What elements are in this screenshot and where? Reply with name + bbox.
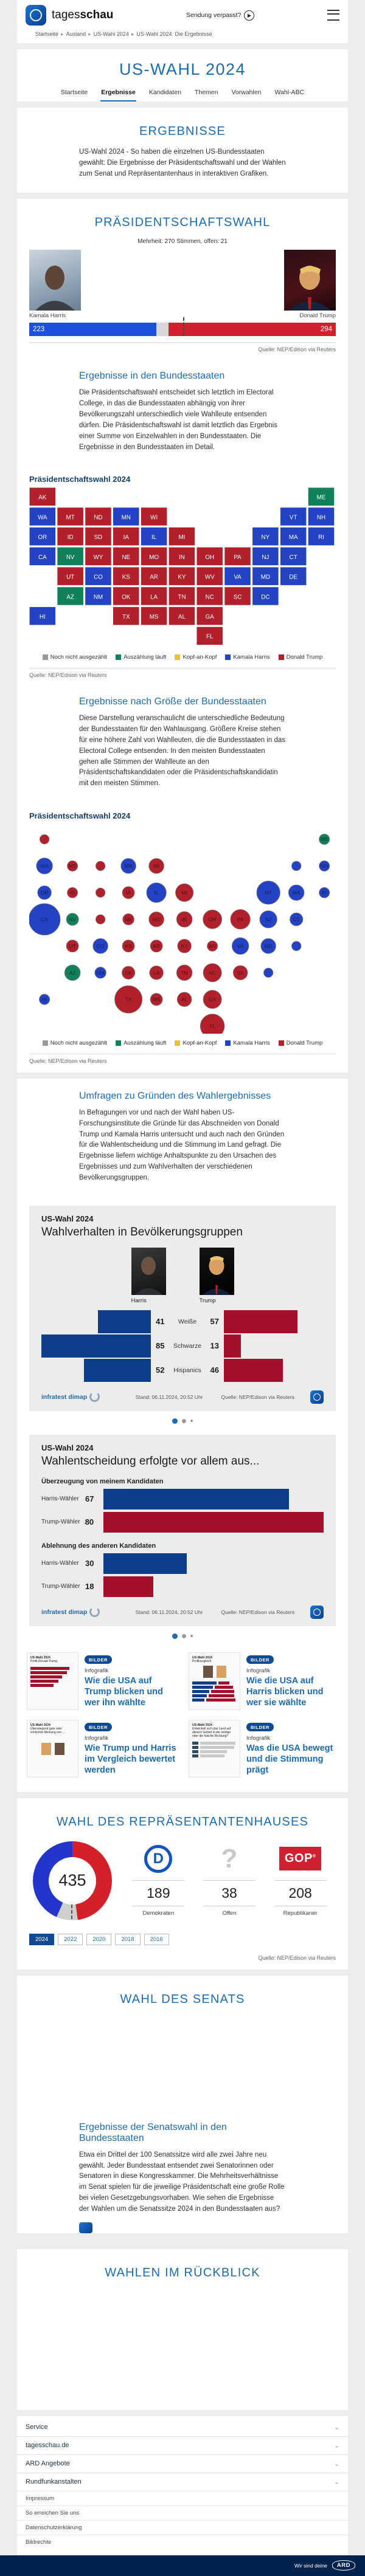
page-footer — [17, 2416, 348, 2555]
svg-text:KY: KY — [178, 574, 186, 581]
open-seats-icon: ? — [221, 1843, 238, 1874]
footer-accordion-tagesschau-de[interactable]: tagesschau.de ⌄ — [17, 2436, 348, 2454]
retro-embed-placeholder — [17, 2289, 348, 2410]
svg-text:CA: CA — [38, 554, 47, 562]
year-tab-2024[interactable]: 2024 — [29, 1934, 54, 1945]
breadcrumb-separator-icon: ▸ — [131, 31, 134, 37]
svg-text:NH: NH — [321, 863, 328, 870]
svg-text:MA: MA — [292, 890, 301, 896]
svg-text:CA: CA — [41, 916, 48, 922]
legend-item: Kamala Harris — [225, 1040, 269, 1046]
svg-text:IA: IA — [123, 534, 129, 541]
year-tab-2020[interactable]: 2020 — [86, 1934, 111, 1945]
footer-link[interactable]: Bildrechte — [17, 2535, 348, 2549]
page-title: US-WAHL 2024 — [119, 60, 246, 78]
svg-text:PA: PA — [234, 554, 242, 562]
footer-accordion-rundfunkanstalten[interactable]: Rundfunkanstalten ⌄ — [17, 2473, 348, 2491]
chart-stand: Stand: 06.11.2024, 20:52 Uhr — [135, 1393, 203, 1400]
party-seats: 208 — [274, 1880, 327, 1906]
ard-logo[interactable]: ARD — [332, 2560, 355, 2571]
svg-text:MT: MT — [66, 514, 75, 521]
svg-text:UT: UT — [66, 574, 75, 581]
svg-text:ID: ID — [69, 890, 75, 896]
donut-majority-marker — [71, 1905, 72, 1919]
tab-wahl-abc[interactable]: Wahl-ABC — [274, 89, 305, 96]
svg-text:NY: NY — [261, 534, 270, 541]
decision-group-label: Überzeugung von meinem Kandidaten — [41, 1477, 164, 1485]
senate-heading: WAHL DES SENATS — [120, 1992, 245, 2006]
retro-heading: WAHLEN IM RÜCKBLICK — [105, 2265, 260, 2279]
svg-text:AR: AR — [150, 574, 158, 581]
demographics-bars — [41, 1310, 324, 1382]
svg-text:MI: MI — [178, 534, 186, 541]
carousel-dots[interactable] — [17, 1411, 348, 1426]
teaser-kicker: Infografik — [246, 1667, 271, 1674]
svg-text:NJ: NJ — [265, 916, 272, 922]
teaser-title[interactable]: Was die USA bewegt und die Stimmung prägt — [246, 1743, 333, 1775]
svg-text:KY: KY — [181, 943, 188, 949]
svg-text:NJ: NJ — [262, 554, 269, 562]
chart-source: Quelle: NEP/Edison via Reuters — [221, 1393, 294, 1400]
svg-text:MN: MN — [121, 514, 131, 521]
legend-item: Auszählung läuft — [116, 1040, 166, 1046]
hero-tab-bar — [23, 86, 342, 101]
svg-text:UT: UT — [69, 943, 76, 949]
polls-subheading[interactable]: Umfragen zu Gründen des Wahlergebnisses — [79, 1091, 271, 1102]
svg-text:CO: CO — [96, 943, 105, 949]
footer-link[interactable]: So erreichen Sie uns — [17, 2506, 348, 2520]
teaser-thumbnail: US-Wahl 2024 Entwickelt sich das Land auf diesem Gebiet in die richtige oder die falsche Richtung? — [189, 1720, 240, 1777]
year-tab-2018[interactable]: 2018 — [115, 1934, 140, 1945]
legend-item: Kamala Harris — [225, 654, 269, 661]
svg-text:AL: AL — [181, 996, 188, 1003]
svg-text:SD: SD — [94, 534, 103, 541]
svg-text:NV: NV — [66, 554, 75, 562]
ev-segment — [156, 323, 169, 336]
gop-logo: GOP® — [279, 1847, 322, 1870]
legend-item: Donald Trump — [279, 1040, 323, 1046]
svg-text:DC: DC — [261, 594, 270, 601]
results-intro-section — [17, 108, 348, 193]
legend-item: Noch nicht ausgezählt — [43, 1040, 107, 1046]
trump-ev-value: 294 — [320, 326, 332, 334]
breadcrumb-separator-icon: ▸ — [61, 31, 64, 37]
breadcrumb-item[interactable]: US-Wahl 2024: Die Ergebnisse — [136, 31, 212, 37]
size-text: Diese Darstellung veranschaulicht die unterschiedliche Bedeutung der Bundesstaaten für den Wahlausgang. Größere Kreise stehen für eine höhere Zahl von Wahlleuten, die die Bundesstaaten in das Electoral College entsenden. In den meisten Bundesstaaten gehen alle Stimmen der Wahlleute an den Präsidentschaftskandidaten oder die Präsidentschaftskandidatin mit den meisten Stimmen. — [79, 715, 286, 788]
senate-subheading[interactable]: Ergebnisse der Senatswahl in den Bundesstaaten — [79, 2121, 227, 2143]
svg-text:FL: FL — [209, 1023, 216, 1029]
svg-text:MO: MO — [152, 916, 161, 922]
decision-group-label: Ablehnung des anderen Kandidaten — [41, 1542, 156, 1550]
majority-marker — [183, 317, 184, 336]
house-source-line: Quelle: NEP/Edison via Reuters — [258, 1954, 336, 1961]
breadcrumb-separator-icon: ▸ — [88, 31, 91, 37]
teaser-kicker: Infografik — [85, 1667, 109, 1674]
svg-text:IA: IA — [126, 890, 131, 896]
house-donut-chart[interactable] — [33, 1841, 112, 1920]
teaser-card[interactable] — [27, 1652, 176, 1710]
polls-section — [17, 1079, 348, 1792]
tab-vorwahlen[interactable]: Vorwahlen — [231, 89, 262, 96]
bubble-map-legend — [17, 1034, 348, 1048]
carousel-dots[interactable] — [17, 1626, 348, 1641]
svg-text:NY: NY — [265, 890, 272, 896]
chevron-down-icon: ⌄ — [333, 2461, 339, 2467]
svg-text:OK: OK — [122, 594, 131, 601]
harris-caption: Kamala Harris — [29, 312, 66, 320]
legend-item: Noch nicht ausgezählt — [43, 654, 107, 661]
donald-trump-photo — [284, 250, 336, 311]
party-seats: 38 — [203, 1880, 255, 1906]
svg-text:PA: PA — [237, 916, 244, 922]
teaser-kicker: Infografik — [246, 1734, 271, 1742]
state-bubble-map[interactable] — [29, 824, 336, 1034]
year-tab-bar — [17, 1920, 348, 1945]
majority-note: Mehrheit: 270 Stimmen, offen: 21 — [137, 238, 228, 246]
teaser-thumbnail: US-Wahl 2024 Profilvergleich — [189, 1652, 240, 1710]
map-title: Präsidentschaftswahl 2024 — [29, 475, 131, 484]
demographics-chart-card — [29, 1206, 336, 1411]
hero-section — [17, 49, 348, 101]
teaser-card[interactable] — [189, 1720, 338, 1777]
svg-text:MN: MN — [124, 863, 133, 870]
svg-text:TN: TN — [178, 594, 186, 601]
senate-text: Etwa ein Drittel der 100 Senatssitze wird alle zwei Jahre neu gewählt. Jeder Bundesstaat entsendet zwei Senatorinnen oder Senatoren in diese Kongresskammer. Die Mehrheitsverhältnisse im Senat spielen für die jeweilige Präsidentschaft eine große Rolle bei vielen Gesetzgebungsvorhaben. Wie sehen die Ergebnisse der Wahlen um die Senatssitze 2024 in den Bundesstaaten aus? — [79, 2151, 285, 2213]
kamala-harris-photo — [29, 250, 81, 311]
breadcrumb-item[interactable]: Ausland — [66, 31, 86, 37]
party-stat — [132, 1841, 184, 1917]
decision-chart-card — [29, 1435, 336, 1626]
footer-links — [17, 2491, 348, 2549]
candidate-harris — [29, 250, 81, 319]
svg-text:MT: MT — [69, 863, 77, 870]
svg-text:CO: CO — [94, 574, 103, 581]
infratest-dimap-logo: infratest dimap — [41, 1607, 100, 1617]
svg-text:VT: VT — [289, 514, 297, 521]
chevron-down-icon: ⌄ — [333, 2442, 339, 2449]
svg-text:OK: OK — [125, 969, 133, 976]
svg-text:TX: TX — [122, 614, 130, 621]
tab-ergebnisse[interactable]: Ergebnisse — [100, 86, 136, 101]
svg-text:DE: DE — [289, 574, 297, 581]
teaser-title[interactable]: Wie Trump und Harris im Vergleich bewertet werden — [85, 1743, 176, 1775]
svg-text:LA: LA — [153, 969, 160, 976]
svg-text:NC: NC — [205, 594, 214, 601]
candidate-trump — [284, 250, 336, 319]
decision-bars — [41, 1478, 324, 1597]
svg-text:HI: HI — [39, 614, 46, 621]
svg-text:ME: ME — [320, 836, 328, 843]
footer-accordion-ard-angebote[interactable]: ARD Angebote ⌄ — [17, 2454, 348, 2473]
house-section — [17, 1798, 348, 1970]
chart-title: Wahlentscheidung erfolgte vor allem aus... — [41, 1454, 260, 1468]
party-stat — [203, 1841, 255, 1917]
breadcrumb-item[interactable]: US-Wahl 2024 — [93, 31, 129, 37]
svg-text:CT: CT — [289, 554, 297, 562]
map-legend — [17, 648, 348, 662]
demographics-row: 52 Hispanics 46 — [41, 1359, 324, 1382]
svg-text:RI: RI — [321, 890, 327, 896]
ard-claim: Wir sind deine — [294, 2562, 327, 2569]
party-name: Republikaner — [283, 1909, 318, 1917]
svg-text:NH: NH — [316, 514, 326, 521]
bilder-badge: BILDER — [246, 1655, 274, 1664]
presidential-section — [17, 199, 348, 1073]
svg-text:ID: ID — [67, 534, 74, 541]
electoral-vote-bar[interactable] — [29, 323, 336, 336]
tagesschau-logo-icon[interactable] — [26, 5, 46, 26]
svg-text:AZ: AZ — [66, 594, 74, 601]
ard-bottom-bar — [0, 2555, 365, 2576]
bilder-badge: BILDER — [85, 1655, 112, 1664]
svg-text:SC: SC — [233, 594, 242, 601]
missed-show-link[interactable]: Sendung verpasst? ▶ — [186, 10, 254, 21]
svg-text:TN: TN — [181, 969, 188, 976]
year-tab-2016[interactable]: 2016 — [144, 1934, 169, 1945]
teaser-card[interactable] — [27, 1720, 176, 1777]
svg-text:HI: HI — [41, 996, 47, 1003]
teaser-title[interactable]: Wie die USA auf Harris blicken und wer sie wählte — [246, 1675, 324, 1708]
breadcrumb-item[interactable]: Startseite — [35, 31, 59, 37]
presidential-heading: PRÄSIDENTSCHAFTSWAHL — [94, 216, 271, 230]
svg-text:MD: MD — [260, 574, 270, 581]
svg-text:MD: MD — [264, 943, 273, 949]
svg-text:ND: ND — [94, 514, 103, 521]
tagesschau-mini-logo — [310, 1606, 324, 1619]
party-seats: 189 — [132, 1880, 184, 1906]
house-total: 435 — [58, 1871, 86, 1890]
demographics-row: 85 Schwarze 13 — [41, 1334, 324, 1358]
party-stat — [274, 1841, 327, 1917]
demographics-row: 41 Weiße 57 — [41, 1310, 324, 1333]
teaser-card[interactable] — [189, 1652, 338, 1710]
bubble-source-line: Quelle: NEP/Edison via Reuters — [29, 1054, 336, 1073]
svg-text:WA: WA — [38, 514, 47, 521]
decision-row: Trump-Wähler 18 — [41, 1576, 324, 1597]
svg-text:AL: AL — [178, 614, 186, 621]
party-name: Demokraten — [142, 1909, 175, 1917]
chart-stand: Stand: 06.11.2024, 20:52 Uhr — [135, 1609, 203, 1615]
svg-text:WY: WY — [93, 554, 103, 562]
brand-wordmark[interactable]: tagesschau — [52, 9, 114, 21]
bubble-map-title: Präsidentschaftswahl 2024 — [29, 811, 131, 820]
svg-text:RI: RI — [318, 534, 324, 541]
svg-text:MS: MS — [152, 996, 161, 1003]
svg-text:NV: NV — [69, 916, 76, 922]
democrats-logo: D — [144, 1845, 172, 1873]
svg-text:VA: VA — [234, 574, 242, 581]
size-subheading[interactable]: Ergebnisse nach Größe der Bundesstaaten — [79, 696, 266, 707]
breadcrumb — [26, 26, 339, 43]
year-tab-2022[interactable]: 2022 — [58, 1934, 83, 1945]
svg-text:MA: MA — [288, 534, 298, 541]
svg-text:NM: NM — [96, 969, 105, 976]
svg-text:OH: OH — [205, 554, 215, 562]
decision-row: Harris-Wähler 30 — [41, 1553, 324, 1574]
svg-text:WI: WI — [153, 863, 160, 870]
senate-section — [17, 1976, 348, 2233]
map-source-line: Quelle: NEP/Edison via Reuters — [29, 668, 336, 687]
svg-text:VA: VA — [237, 943, 244, 949]
teaser-grid — [17, 1641, 348, 1792]
svg-text:WV: WV — [208, 943, 217, 949]
chart-kicker: US-Wahl 2024 — [41, 1214, 94, 1223]
state-results-map[interactable] — [29, 487, 336, 648]
svg-text:IL: IL — [154, 890, 159, 896]
house-heading: WAHL DES REPRÄSENTANTENHAUSES — [56, 1815, 309, 1829]
svg-text:MO: MO — [149, 554, 159, 562]
chart-title: Wahlverhalten in Bevölkerungsgruppen — [41, 1225, 243, 1238]
svg-text:KS: KS — [125, 943, 132, 949]
legend-item: Kopf-an-Kopf — [175, 654, 217, 661]
svg-text:WV: WV — [204, 574, 215, 581]
play-icon[interactable]: ▶ — [244, 10, 254, 21]
tab-startseite[interactable]: Startseite — [60, 89, 88, 96]
retro-section — [17, 2249, 348, 2410]
party-stats — [123, 1841, 336, 1917]
svg-text:KS: KS — [122, 574, 130, 581]
results-heading: ERGEBNISSE — [139, 125, 226, 138]
hamburger-menu-icon[interactable] — [327, 10, 339, 21]
svg-text:TX: TX — [125, 996, 132, 1003]
tab-kandidaten[interactable]: Kandidaten — [148, 89, 181, 96]
svg-text:AR: AR — [153, 943, 160, 949]
svg-text:GA: GA — [209, 996, 217, 1003]
svg-text:LA: LA — [150, 594, 158, 601]
svg-text:IN: IN — [181, 916, 187, 922]
svg-text:OH: OH — [208, 916, 217, 922]
svg-text:NE: NE — [122, 554, 131, 562]
results-intro-text: US-Wahl 2024 - So haben die einzelnen US-Bundesstaaten gewählt: Die Ergebnisse der Präsidentschaftswahl und der Wahlen zum Senat und Repräsentantenhaus in interaktiven Grafiken. — [79, 148, 286, 177]
footer-accordion — [17, 2419, 348, 2491]
senate-embed-placeholder — [17, 2015, 348, 2112]
decision-row: Trump-Wähler 80 — [41, 1512, 324, 1533]
svg-text:CT: CT — [293, 916, 300, 922]
party-name: Offen — [222, 1909, 237, 1917]
svg-text:IL: IL — [151, 534, 157, 541]
harris-chart-photo: Harris — [131, 1248, 166, 1304]
bilder-badge: BILDER — [85, 1723, 112, 1731]
states-text: Die Präsidentschaftswahl entscheidet sich letztlich im Electoral College, in das die Bundesstaaten abhängig von ihrer Bevölkerungszahl unterschiedlich viele Wahlleute entsenden dürfen. Die Präsidentschaftswahl ist damit letztlich das Ergebnis einer Summe von Einzelwahlen in den Bundesstaaten. Die Ergebnisse in den Bundesstaaten im Detail. — [79, 389, 277, 451]
site-header — [17, 0, 348, 43]
chevron-down-icon: ⌄ — [333, 2479, 339, 2485]
svg-text:MI: MI — [181, 890, 187, 896]
teaser-title[interactable]: Wie die USA auf Trump blicken und wer ihn wählte — [85, 1675, 163, 1708]
footer-accordion-service[interactable]: Service ⌄ — [26, 2423, 339, 2431]
chart-kicker: US-Wahl 2024 — [41, 1443, 94, 1452]
legend-item: Auszählung läuft — [116, 654, 166, 661]
footer-link[interactable]: Datenschutzerklärung — [17, 2520, 348, 2535]
harris-ev-value: 223 — [33, 326, 45, 334]
ev-segment — [169, 323, 336, 336]
source-line: Quelle: NEP/Edison via Reuters — [29, 342, 336, 361]
chevron-down-icon: ⌄ — [333, 2424, 339, 2431]
svg-text:NE: NE — [125, 916, 132, 922]
trump-caption: Donald Trump — [299, 312, 336, 320]
svg-text:SC: SC — [237, 969, 244, 976]
decision-row: Harris-Wähler 67 — [41, 1489, 324, 1510]
ev-segment — [29, 323, 156, 336]
svg-text:AZ: AZ — [69, 969, 76, 976]
polls-text: In Befragungen vor und nach der Wahl haben US-Forschungsinstitute die Gründe für das Abschneiden von Donald Trump und Kamala Harris untersucht und auch nach den Gründen für die Wahlentscheidung und die Stimmung im Land gefragt. Die Ergebnisse liefern wichtige Anhaltspunkte zu den Ursachen des Ergebnisses und zum Wahlverhalten der verschiedenen Bevölkerungsgruppen. — [79, 1109, 285, 1181]
svg-text:ME: ME — [316, 494, 326, 501]
legend-item: Kopf-an-Kopf — [175, 1040, 217, 1046]
infratest-dimap-logo: infratest dimap — [41, 1392, 100, 1402]
states-subheading[interactable]: Ergebnisse in den Bundesstaaten — [79, 371, 225, 382]
footer-link[interactable]: Impressum — [17, 2491, 348, 2506]
svg-text:NC: NC — [209, 969, 217, 976]
trump-chart-photo: Trump — [200, 1248, 234, 1304]
svg-text:FL: FL — [206, 634, 214, 641]
svg-text:WI: WI — [150, 514, 158, 521]
teaser-thumbnail: US-Wahl 2024 Überwiegend gute oder schlechte Meinung von ... — [27, 1720, 78, 1777]
svg-text:IN: IN — [179, 554, 185, 562]
svg-text:WA: WA — [40, 863, 49, 870]
svg-text:OR: OR — [38, 534, 47, 541]
legend-item: Donald Trump — [279, 654, 323, 661]
tagesschau-mini-logo — [310, 1390, 324, 1404]
chart-source: Quelle: NEP/Edison via Reuters — [221, 1609, 294, 1615]
svg-text:OR: OR — [40, 890, 49, 896]
svg-text:GA: GA — [205, 614, 214, 621]
svg-text:AK: AK — [38, 494, 47, 501]
svg-text:NM: NM — [93, 594, 103, 601]
tab-themen[interactable]: Themen — [194, 89, 218, 96]
teaser-thumbnail: US-Wahl 2024 Profil Donald Trump — [27, 1652, 78, 1710]
svg-text:MS: MS — [149, 614, 159, 621]
teaser-kicker: Infografik — [85, 1734, 109, 1742]
bilder-badge: BILDER — [246, 1723, 274, 1731]
